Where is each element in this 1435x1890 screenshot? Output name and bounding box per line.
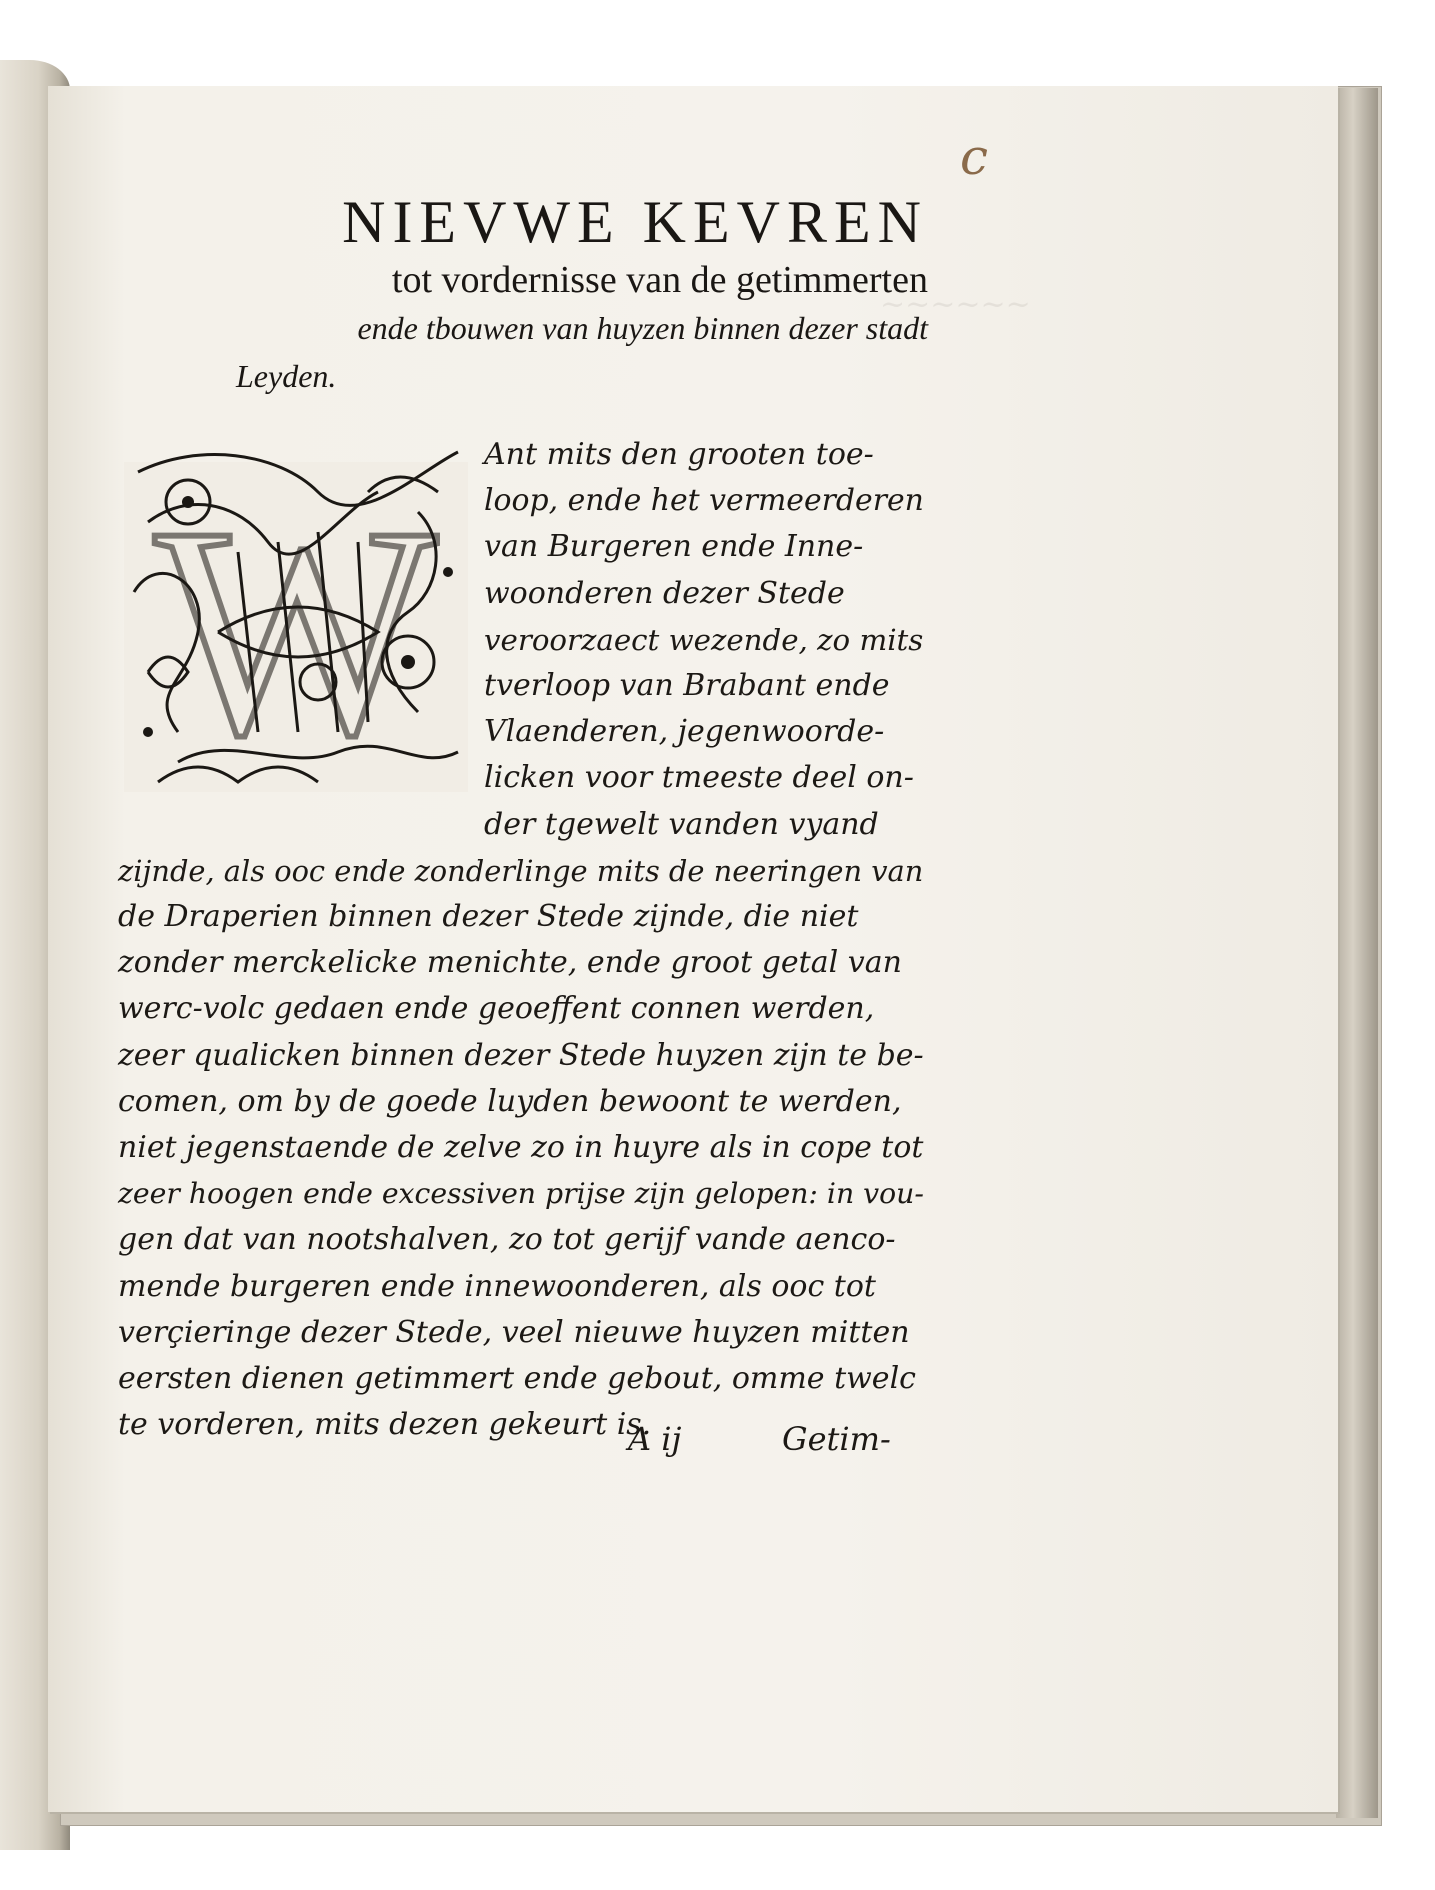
body-line: Vlaenderen, jegenwoorde- bbox=[484, 714, 885, 750]
signature-mark: A ij bbox=[628, 1420, 682, 1458]
body-line: te vorderen, mits dezen gekeurt is. bbox=[118, 1407, 652, 1443]
body-line: gen dat van nootshalven, zo tot gerijf vande aenco- bbox=[118, 1222, 896, 1258]
body-line: zonder merckelicke menichte, ende groot getal van bbox=[118, 945, 902, 981]
subtitle-line-3: Leyden. bbox=[236, 358, 337, 394]
marginal-mark: c bbox=[960, 128, 989, 186]
body-line: de Draperien binnen dezer Stede zijnde, die niet bbox=[118, 899, 859, 934]
catchword: Getim- bbox=[782, 1420, 891, 1458]
subtitle-line-1: tot vordernisse van de getimmerten bbox=[391, 259, 928, 301]
subtitle bbox=[220, 256, 928, 400]
body-line: veroorzaect wezende, zo mits bbox=[484, 622, 924, 657]
subtitle-line-2: ende tbouwen van huyzen binnen dezer stadt bbox=[357, 310, 928, 346]
body-line: mende burgeren ende innewoonderen, als ooc tot bbox=[118, 1268, 876, 1304]
body-line: niet jegenstaende de zelve zo in huyre als in cope tot bbox=[118, 1130, 924, 1165]
woodcut-initial bbox=[118, 432, 474, 804]
body-line: Ant mits den grooten toe- bbox=[484, 437, 874, 472]
body-line: der tgewelt vanden vyand bbox=[484, 806, 879, 842]
body-line: zijnde, als ooc ende zonderlinge mits de neeringen van bbox=[118, 853, 924, 888]
body-line: comen, om by de goede luyden bewoont te werden, bbox=[118, 1083, 902, 1119]
body-line: zeer hoogen ende excessiven prijse zijn gelopen: in vou- bbox=[118, 1177, 924, 1211]
initial-letter: W bbox=[154, 465, 438, 797]
body-line: eersten dienen getimmert ende gebout, omme twelc bbox=[118, 1361, 916, 1396]
body-line: tverloop van Brabant ende bbox=[484, 668, 890, 703]
body-line: werc-volc gedaen ende geoeffent connen werden, bbox=[118, 991, 875, 1027]
body-line: licken voor tmeeste deel on- bbox=[484, 760, 914, 796]
body-line: loop, ende het vermeerderen bbox=[484, 483, 924, 519]
body-line: zeer qualicken binnen dezer Stede huyzen zijn te be- bbox=[118, 1037, 924, 1073]
show-through: ~~~~~~ bbox=[880, 287, 1031, 322]
book-board-edge bbox=[1336, 88, 1378, 1818]
page-title: NIEVWE KEVREN bbox=[342, 189, 928, 255]
body-line: woonderen dezer Stede bbox=[484, 575, 845, 611]
body-line: verçieringe dezer Stede, veel nieuwe huyzen mitten bbox=[118, 1314, 910, 1350]
body-line: van Burgeren ende Inne- bbox=[484, 529, 864, 565]
